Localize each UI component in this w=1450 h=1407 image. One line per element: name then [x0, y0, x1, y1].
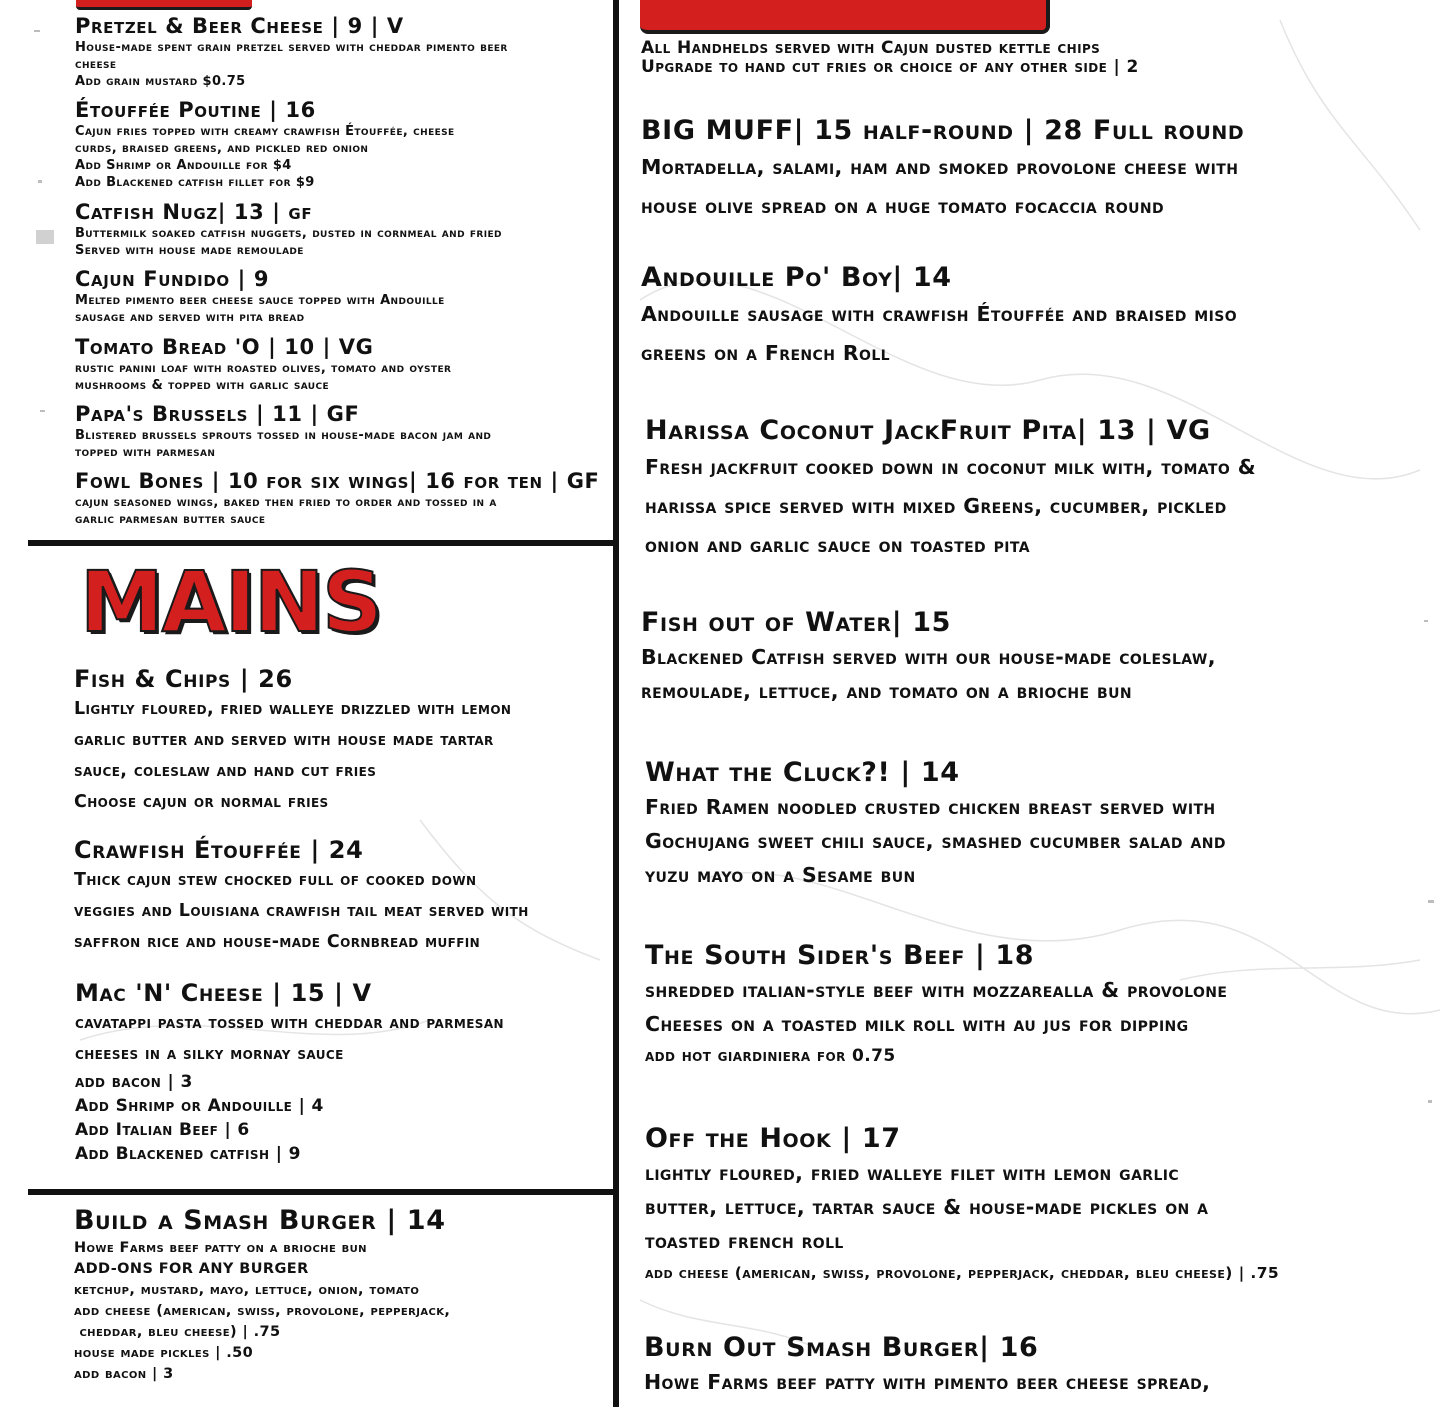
item-desc: curds, braised greens, and pickled red onion	[75, 141, 369, 156]
item-desc: butter, lettuce, tartar sauce & house-made pickles on a	[645, 1195, 1209, 1219]
item-addon: cheddar, bleu cheese) | .75	[74, 1324, 281, 1340]
item-title: Catfish Nugz| 13 | gf	[75, 200, 313, 224]
starters-heading-fragment	[76, 0, 252, 10]
starters-bottom-rule	[28, 540, 618, 546]
menu-item	[75, 13, 508, 90]
item-desc: topped with parmesan	[75, 445, 216, 460]
item-title: Crawfish Étouffée | 24	[74, 836, 364, 864]
item-desc: Lightly floured, fried walleye drizzled with lemon	[74, 699, 512, 719]
item-desc: mushrooms & topped with garlic sauce	[75, 378, 330, 393]
menu-item	[644, 1331, 1210, 1399]
item-addon: Add Blackened catfish fillet for $9	[75, 175, 315, 190]
item-desc: onion and garlic sauce on toasted pita	[645, 533, 1030, 557]
item-desc: Cheeses on a toasted milk roll with au jus for dipping	[645, 1012, 1189, 1036]
item-title: What the Cluck?! | 14	[645, 757, 960, 788]
item-desc: lightly floured, fried walleye filet with lemon garlic	[645, 1161, 1180, 1185]
menu-item	[74, 1204, 450, 1385]
item-desc: Howe Farms beef patty with pimento beer cheese spread,	[644, 1370, 1211, 1394]
item-desc: Blackened Catfish served with our house-made coleslaw,	[641, 645, 1216, 669]
item-title: Burn Out Smash Burger| 16	[644, 1332, 1039, 1363]
item-addon: ketchup, mustard, mayo, lettuce, onion, tomato	[74, 1282, 420, 1298]
item-title: Fowl Bones | 10 for six wings| 16 for ten | GF	[75, 469, 600, 493]
menu-item	[645, 1122, 1279, 1288]
menu-item	[75, 468, 600, 528]
item-desc: Gochujang sweet chili sauce, smashed cucumber salad and	[645, 829, 1226, 853]
item-addon: Add grain mustard $0.75	[75, 74, 246, 89]
item-addon: house made pickles | .50	[74, 1345, 254, 1361]
menu-item	[74, 835, 529, 958]
menu-item	[74, 664, 511, 818]
item-desc: Served with house made remoulade	[75, 243, 304, 258]
menu-item	[641, 261, 1237, 373]
item-title: Fish out of Water| 15	[641, 607, 951, 638]
item-desc: House-made spent grain pretzel served with cheddar pimento beer	[75, 40, 508, 55]
item-desc: Fried Ramen noodled crusted chicken breast served with	[645, 795, 1216, 819]
item-desc: harissa spice served with mixed Greens, cucumber, pickled	[645, 494, 1227, 518]
menu-item	[75, 199, 502, 259]
menu-item	[645, 756, 1226, 892]
item-desc: Andouille sausage with crawfish Étouffée and braised miso	[641, 302, 1238, 326]
menu-item	[641, 606, 1216, 708]
item-desc: cheeses in a silky mornay sauce	[75, 1044, 344, 1064]
item-desc: garlic parmesan butter sauce	[75, 512, 266, 527]
menu-item	[75, 334, 451, 394]
item-desc: sausage and served with pita bread	[75, 310, 305, 325]
item-desc: Fresh jackfruit cooked down in coconut milk with, tomato &	[645, 455, 1256, 479]
item-addon: Add Italian Beef | 6	[75, 1120, 250, 1140]
item-title: Tomato Bread 'O | 10 | VG	[75, 335, 374, 359]
item-addon: add cheese (american, swiss, provolone, pepperjack,	[74, 1303, 451, 1319]
item-title: Fish & Chips | 26	[74, 665, 293, 693]
item-desc: Choose cajun or normal fries	[74, 792, 329, 812]
item-title: Off the Hook | 17	[645, 1123, 901, 1154]
menu-item	[645, 939, 1227, 1071]
addons-heading: ADD-ONS FOR ANY BURGER	[74, 1261, 309, 1277]
item-title: Harissa Coconut JackFruit Pita| 13 | VG	[645, 415, 1211, 446]
item-title: Étouffée Poutine | 16	[75, 98, 316, 122]
handhelds-note: Upgrade to hand cut fries or choice of any other side | 2	[641, 57, 1139, 77]
item-desc: Howe Farms beef patty on a brioche bun	[74, 1240, 367, 1256]
mains-heading: MAINS	[80, 553, 381, 651]
item-addon: Add Shrimp or Andouille for $4	[75, 158, 292, 173]
item-addon: Add Blackened catfish | 9	[75, 1144, 301, 1164]
item-desc: rustic panini loaf with roasted olives, tomato and oyster	[75, 361, 452, 376]
item-desc: yuzu mayo on a Sesame bun	[645, 863, 916, 887]
item-title: BIG MUFF| 15 half-round | 28 Full round	[641, 115, 1245, 146]
item-addon: add hot giardiniera for 0.75	[645, 1046, 896, 1066]
menu-item	[75, 266, 445, 326]
menu-item	[75, 97, 455, 191]
item-desc: saffron rice and house-made Cornbread muffin	[74, 932, 481, 952]
item-desc: sauce, coleslaw and hand cut fries	[74, 761, 377, 781]
item-desc: shredded italian-style beef with mozzarealla & provolone	[645, 978, 1228, 1002]
item-desc: cheese	[75, 57, 117, 72]
handhelds-note: All Handhelds served with Cajun dusted kettle chips	[641, 38, 1101, 58]
item-desc: Mortadella, salami, ham and smoked provolone cheese with	[641, 155, 1239, 179]
item-desc: Buttermilk soaked catfish nuggets, dusted in cornmeal and fried	[75, 226, 502, 241]
column-divider	[613, 0, 619, 1407]
item-title: Pretzel & Beer Cheese | 9 | V	[75, 14, 404, 38]
menu-item	[75, 978, 504, 1166]
item-title: Build a Smash Burger | 14	[74, 1205, 446, 1236]
menu-item	[645, 414, 1256, 565]
handhelds-heading-fragment	[640, 0, 1050, 34]
item-title: The South Sider's Beef | 18	[645, 940, 1035, 971]
menu-item	[641, 114, 1244, 226]
item-desc: Blistered brussels sprouts tossed in house-made bacon jam and	[75, 428, 492, 443]
item-title: Cajun Fundido | 9	[75, 267, 270, 291]
mains-bottom-rule	[28, 1189, 618, 1195]
item-desc: cavatappi pasta tossed with cheddar and parmesan	[75, 1013, 504, 1033]
item-desc: Cajun fries topped with creamy crawfish Étouffée, cheese	[75, 124, 455, 139]
item-desc: Melted pimento beer cheese sauce topped with Andouille	[75, 293, 445, 308]
item-title: Papa's Brussels | 11 | GF	[75, 402, 360, 426]
item-addon: add cheese (american, swiss, provolone, pepperjack, cheddar, bleu cheese) | .75	[645, 1264, 1280, 1282]
menu-item	[75, 401, 491, 461]
item-desc: cajun seasoned wings, baked then fried to order and tossed in a	[75, 495, 497, 510]
item-desc: greens on a French Roll	[641, 341, 890, 365]
item-desc: house olive spread on a huge tomato focaccia round	[641, 194, 1165, 218]
item-desc: Thick cajun stew chocked full of cooked down	[74, 870, 477, 890]
item-desc: remoulade, lettuce, and tomato on a brioche bun	[641, 679, 1133, 703]
item-desc: garlic butter and served with house made tartar	[74, 730, 494, 750]
item-desc: veggies and Louisiana crawfish tail meat served with	[74, 901, 529, 921]
item-addon: add bacon | 3	[74, 1366, 174, 1382]
item-title: Mac 'N' Cheese | 15 | V	[75, 979, 372, 1007]
item-addon: add bacon | 3	[75, 1072, 193, 1092]
item-addon: Add Shrimp or Andouille | 4	[75, 1096, 324, 1116]
item-desc: toasted french roll	[645, 1229, 844, 1253]
item-title: Andouille Po' Boy| 14	[641, 262, 952, 293]
